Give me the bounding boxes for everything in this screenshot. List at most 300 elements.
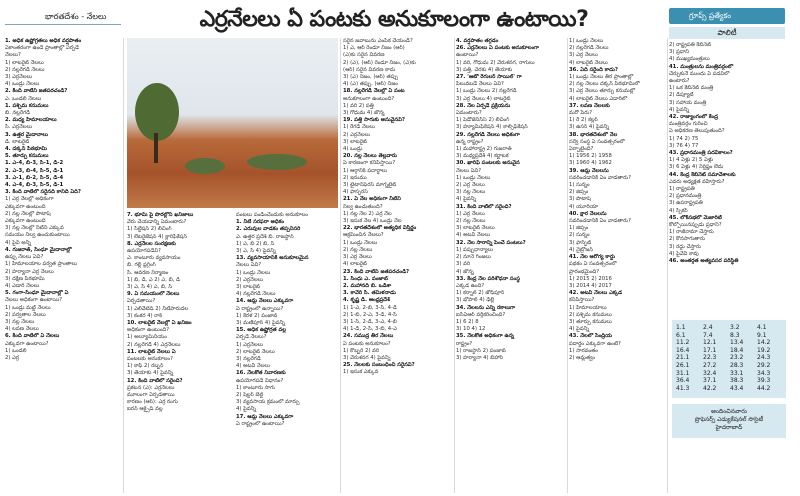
shrub-shape [247,154,307,170]
column-divider [454,38,455,493]
text-line: 1) కర్నాల్ 2) జోధ్‌పూర్ [456,290,505,297]
text-line: మరో పేరు? [569,110,593,117]
text-line: 11. లాటరైట్ నేలలు ఏ [127,348,176,355]
text-column-6 [569,38,665,493]
text-line: 4) నల్లరేగడి నేలలు [236,291,276,298]
text-line: 3. ఉత్తర మైదానాలు [5,131,48,138]
answer-key-cell: 24.3 [757,354,771,362]
text-line: 3) (ఎ) నిజం, (ఆర్) తప్పు [343,74,398,81]
answer-key-row [676,324,786,332]
text-line: 19. పత్తి సాగుకు అనువైనవి? [343,117,405,124]
text-line: 4) పైవేవీ కావు [669,250,699,257]
credit-line: హైదరాబాద్ [715,424,743,431]
answer-key-cell: 39.3 [757,377,771,385]
text-line: 46. అంతర్గత అత్యవసర పరిస్థితి [669,258,739,265]
text-line: 4) లవణ నేలలు [5,326,39,333]
answer-key-cell: 23.2 [730,354,744,362]
text-line: ఉపయోగపడే విధానం? [236,377,284,384]
text-line: రాష్ట్రం? [456,340,473,347]
text-line: 1) హిమాలయాలు [569,304,607,311]
text-line: 3) నల్ల నేలల్లో నీటిని ఎక్కువ [5,225,64,232]
text-line: 38. భారతదేశంలో నేల [569,131,618,138]
text-line: 4) ముఖ్యమంత్రులు [669,56,710,63]
text-line: 39. ఆమ్ల నేలలను [569,167,609,174]
text-line: 1) 6 2) 8 [456,318,479,325]
text-line: ఉప్పు నేలలు ఏవి? [5,254,44,261]
text-line: 3. ఎ-1, బి-2, సి-5, డి-4 [5,174,64,181]
text-line: 1) లాటరైట్ నేలలు [5,59,44,66]
answer-key-cell: 1.1 [676,324,686,331]
text-line: 4. గుజరాత్, సింధూ మైదానాల్లో [5,246,72,253]
text-line: 2) ఎర్ర [5,354,20,361]
text-line: 36. ఏది సరైంది కాదు? [569,66,618,73]
text-line: 2) డిప్యూటీ [669,92,694,99]
credit-box [672,404,786,438]
section-tag: భారతదేశం - నేలలు [5,9,121,25]
text-line: బి. గల్లీ ప్లగ్గింగ్ [127,262,156,269]
text-line: 24. సముద్ర తీర నేలలు [343,333,394,340]
answer-key-cell: 29.2 [757,361,771,369]
text-line: 3) గోధుమ 4) జొన్న [343,110,385,117]
column-divider [340,38,341,493]
text-line: 42. రాజ్యాంగంలో కేంద్ర [669,114,718,121]
column-divider [667,38,668,493]
answer-key-row [676,339,786,347]
text-line: 4. ఎ-4, బి-3, సి-5, డి-1 [5,182,64,189]
text-line: 2) సున్నం [569,232,590,239]
text-line: 3) దక్షిణ పీఠభూమి [5,275,45,282]
text-line: ఎక్కువగా ఉంటుంది [5,218,46,225]
text-line: నేలలు ఏవి? [236,262,262,269]
text-line: 1) 2015 2) 2016 [569,275,612,282]
text-line: (ఎ)కు సరైన వివరణ [343,52,385,59]
text-line: 8. ఎర్రనేలల సంరక్షణకు [127,240,176,247]
groups-special-label: గ్రూప్స్ ప్రత్యేకం [669,8,785,24]
text-line: ఏర్పడే నేలలు? [236,334,267,341]
text-line: 2) ఎర్ర నేలలు [456,182,485,189]
text-line: 2) ఆమ్లత్వం [569,354,596,361]
text-line: పదార్థం ఎక్కువగా ఉంటే? [569,340,621,347]
text-line: 1) ఒండ్రు నేలలు [236,269,271,276]
text-line: 1) ఎ, ఆర్ రెండూ నిజం (ఆర్) [343,45,405,52]
text-line: 1) 1-ఎ, 2-బి, 3-సి, 4-డి [343,304,397,311]
text-line: 1) ఎలివేటెడ్ 2) నీటిపారుదల [127,305,189,312]
text-line: 4. దక్కన్ పీఠభూమి [5,146,48,153]
text-line: సవరించడానికి ఏం వాడతారు? [569,174,631,181]
text-line: 1. అధిక ఉష్ణోగ్రతలు అధిక వర్షపాతం [5,38,82,44]
text-line: 3) తూర్పు కనుమలు [569,318,612,325]
text-line: 4. వర్షపాతం తగ్గడం [456,38,499,44]
answer-key-row [676,332,786,340]
text-line: 2) నల్ల నేలల్లో పొటాష్ [5,210,51,217]
text-line: 16. నేలకోత నివారణకు [236,370,286,377]
column-divider [567,38,568,493]
text-line: 4) 1-డి, 2-సి, 3-బి, 4-ఎ [343,326,397,333]
text-line: 1) రాజీనామా చేస్తారు [669,229,714,236]
text-line: 2) నల్ల నేలలు [343,246,373,253]
text-line: 13. వ్యవసాయానికి అనుకూలమైన [236,255,309,262]
answer-key-row [676,362,786,370]
text-line: 3) నల్లరేగడి [236,356,261,363]
text-line: ఉన్న రాష్ట్రం? [456,138,484,145]
text-line: (ఆర్) సరైన వివరణ కాదు [343,66,396,73]
text-line: 2) ఇనుము [343,174,367,181]
text-line: 4) ఎడారి నేలలు [5,282,40,289]
text-line: 1) ఆర్గానిక్ పదార్థాలు [343,167,388,174]
text-line: 1) జిప్సం [569,225,589,232]
text-line: 1) కొబ్బరి 2) వరి [343,347,379,354]
text-line: 1. నీటి సరఫరా అధికం [236,219,285,226]
text-line: 7. భూమి పై పొరల్లోని ఖనిజాలు [127,212,194,218]
text-column-2 [127,212,234,493]
answer-key-cell: 6.1 [676,331,686,339]
text-line: సి. ఆవరణ నిర్మాణం [127,269,169,276]
text-line: 1) మహారాష్ట్ర 2) గుజరాత్ [456,146,512,153]
text-line: 4) పైవన్నీ [456,196,477,203]
text-line: ఐసీఏఆర్ వర్గీకరించింది? [456,311,506,318]
answer-key-cell: 26.1 [676,361,690,369]
text-line: 3) మధ్యప్రదేశ్ 4) కర్ణాటక [456,153,509,160]
text-line: 3) నల్ల నేలలు [456,189,486,196]
text-line: ఏ పంటకు అనుకూలం? [343,340,391,347]
text-column-4 [343,38,453,493]
text-line: 3) ఇసుక నేల 4) ఒండ్రు నేల [343,218,402,225]
answer-key-row [676,370,786,378]
answer-key-cell: 13.4 [730,339,744,347]
text-line: 1) కాఫీ 2) రబ్బర్ [127,363,164,370]
text-line: వేరు చేయడాన్ని ఏమంటారు? [127,219,187,226]
text-line: 2) జిప్సం [569,189,589,196]
text-line: 2) ప్రధానమంత్రి [669,193,702,200]
text-line: పంటలకు అనుకూలం? [127,356,173,363]
text-line: అధికంగా ఉంటుంది? [127,327,170,334]
text-line: 35. నేలకోత అధికంగా ఉన్న [456,333,515,340]
text-line: 3) భోపాల్ 4) ఢిల్లీ [456,297,495,304]
text-line: 2. మధ్య హిమాలయాలు [5,117,57,124]
text-line: 1) సున్నం [569,182,590,189]
text-line: సర్వే సంస్థ ఏ సంవత్సరంలో [569,138,625,145]
answer-key-cell: 22.3 [703,354,717,362]
text-line: 2) నూనె గింజలు [456,254,492,261]
text-line: 30. ఖారిఫ్ పంటలకు అనువైన [456,160,520,167]
text-line: ఏర్పడతాయి? [127,298,156,305]
text-line: 3) 6 ఏళ్లు 4) నిర్దిష్టం లేదు [669,164,724,171]
text-line: నేలలు? [5,52,21,59]
text-line: సవరించడానికి ఏం వాడతారు? [569,218,631,225]
text-line: 2) రాష్ట్రపతి కేబినెట్ [669,42,712,48]
text-line: 4) (ఎ) తప్పు, (ఆర్) నిజం [343,81,398,88]
text-line: 2) (ఎ), (ఆర్) రెండూ నిజం, (ఎ)కు [343,59,416,66]
text-line: 4) పైవన్నీ [236,406,257,413]
text-line: 1) ఒండ్రు నేలలు [456,174,491,181]
text-line: ఎ. కాంటూరు వ్యవసాయం [127,255,181,262]
text-line: 32. నేల సారాన్ని పెంచే పంటలు? [456,239,526,246]
subject-label: పాలిటీ [669,27,785,39]
text-line: ఎక్కడ ఉంది? [456,282,485,289]
text-line: 4) పైవన్నీ [669,106,690,113]
answer-key-cell: 36.4 [676,377,690,385]
text-line: 2) ఎర్రనేలలు [236,276,264,283]
text-line: ఉంటాయి? [456,52,479,59]
text-line: ఏర్పాటైంది? [569,146,594,153]
text-line: 3) వ్యవసాయ క్రమంలో మార్పు [236,399,300,406]
text-line: 3) వేరుశనగ 4) పైవన్నీ [343,354,391,361]
answer-key-cell: 32.4 [703,369,717,377]
answer-key-cell: 21.1 [676,354,690,362]
text-line: 3) ఎర్ర నేలలు తూర్పు కనుమల్లో [569,88,636,95]
text-line: 4) అటవీ నేలలు [456,232,490,239]
text-line: 5. గంగా-సింధూ మైదానాల్లో ఏ [5,290,69,297]
text-line: 1) సిల్టేషన్ 2) లీచింగ్ [127,226,172,233]
text-line: 1) 74 2) 75 [669,135,699,142]
text-line: 3) లాటరైట్ నేలలు [456,225,495,232]
text-line: 6. కింది వాటిలో ఏ నేలలు [5,333,60,340]
text-line: 1) ఇసుక ఎక్కువ [343,369,379,376]
text-line: 1) వరి 2) పత్తి [343,102,374,109]
text-line: 3) ఫాస్ఫేట్ [569,239,592,246]
text-line: ప్రారంభమైంది? [569,268,600,275]
text-line: 2) షెల్టర్ బెల్ట్ [236,392,264,399]
text-line: ఏ కారణంగా కనిపిస్తాయి? [343,160,396,167]
text-line: 4) జొన్న [456,268,474,275]
text-line: ఆక్రమించిన నేలలు? [343,232,384,239]
text-line: 12. కింది వాటిలో సరైంది? [127,377,183,384]
text-line: 1) ఒండ్రు నేలలు [569,38,604,44]
text-line: 41. మంత్రులను మంత్రివర్గంలో [669,63,734,70]
text-line: 42. అటవీ నేలలు ఎక్కడ [569,290,623,297]
text-line: 3) టైటానిఫెరస్ మాగ్నటైట్ [343,182,397,189]
answer-key-cell: 11.2 [676,339,690,347]
text-line: 14. ఆమ్ల నేలలు ఎక్కువగా [236,298,294,305]
text-line: 33. కేంద్ర నేల పరిశోధనా సంస్థ [456,275,520,282]
text-line: ఏ అధికరణ తెలుపుతుంది? [669,128,725,135]
text-line: 1) రే 2) కల్లర్ [569,117,598,124]
text-line: 2. ఎ-3, బి-4, సి-5, డి-1 [5,167,64,174]
text-line: నిల్వ ఉంచుతుంది? [343,203,383,210]
text-line: ప్రకటన (ఎ): ఎర్రనేలలు [127,384,175,391]
text-line: 3) మణిపూర్ 4) పైవన్నీ [236,320,286,327]
text-line: 3) పత్తి, చెరకు 4) తేయాకు [456,66,513,73]
text-line: 4) లాటరైట్ నేలలు [569,59,608,66]
text-line: ఎక్కువగా ఉంటాయి? [5,340,49,347]
text-line: 22. భారతదేశంలో అత్యధిక విస్తీర్ణం [343,225,417,232]
text-line: 1) కేరళ 2) పంజాబ్ [236,312,278,319]
text-line: డి. లాటరైట్ [5,138,30,145]
text-line: 2) 1-బి, 2-ఎ, 3-డి, 4-సి [343,311,397,318]
answer-key-cell: 2.4 [703,324,713,331]
text-line: 44. కేంద్ర కేబినెట్ సమావేశాలకు [669,171,736,178]
answer-key-cell: 38.3 [730,377,744,385]
answer-key-cell: 18.4 [730,346,744,354]
text-line: 1) వరి, గోధుమ 2) వేరుశనగ, రాగులు [456,59,535,66]
answer-key-cell: 44.2 [757,384,771,392]
text-line: ఉంటారు? [669,78,690,85]
text-line: 3. కింది వాటిలో సరైనది కానిది ఏది? [5,189,81,196]
credit-line: ప్రొఫెసర్స్ ఎడ్యుకేషనల్ సొసైటీ [694,416,764,423]
text-line: 1) నల్ల నేల 2) ఎర్ర నేల [343,210,392,217]
text-line: 3) కంకర 4) రాక్ [127,312,163,319]
answer-key-row [676,377,786,385]
text-line: 1) రేగడి నేలలు [343,124,376,131]
text-line: సమయం నిల్వ ఉంచుకుంటాయి [5,232,70,239]
text-line: 4) ఒండ్రు [343,146,363,153]
text-column-1 [5,38,121,493]
text-line: 3) ఉసర్ 4) పైవన్నీ [569,124,610,131]
text-line: కారణం (ఆర్): ఎర్ర రంగు [127,399,178,406]
answer-key-grid [672,320,786,398]
text-line: 3) నల్ల నేలలు [5,318,35,325]
text-line: 1) ఒండలి [5,347,27,354]
text-line: 20. నల్ల నేలలు తెల్లవారు [343,153,397,160]
answer-key-row [676,385,786,393]
answer-key-row [676,354,786,362]
text-line: 1) ఒండ్రు నేలలు [343,239,378,246]
text-line: 2) నల్ల నేలలు దక్కన్ పీఠభూమిలో [569,81,640,88]
text-line: ఏ రాష్ట్రంలో ఉంటాయి? [236,420,285,427]
text-column-3 [236,212,338,493]
answer-key-cell: 19.2 [757,346,771,354]
text-line: కోల్పోయినప్పుడు ప్రధాని? [669,222,722,229]
tree-trunk [154,133,158,163]
text-line: 1) పెడోజెనిసిస్ 2) లీచింగ్ [456,117,510,124]
text-line: 1) ఎ, బి 2) బి, సి [236,240,275,247]
text-line: 3) లాటరైట్ [343,138,367,145]
text-line: 1) ఎర్ర నేలలు [456,210,485,217]
text-line: మంత్రివర్గం గురించి [669,121,708,128]
text-line: 1) 1956 2) 1958 [569,153,612,160]
text-line: 3) 1960 4) 1962 [569,160,612,167]
text-line: 1) హిమాలయాల పర్వత ప్రాంతాలు [5,261,78,268]
text-line: ఎవరు అధ్యక్షత వహిస్తారు? [669,178,725,185]
text-line: ఎ. ఒండలి నేలలు [5,95,42,102]
text-line: 1) సారవంతం [569,347,598,354]
answer-key-cell: 4.1 [757,324,767,331]
text-line: 23. కింది వాటిని జతపరచండి? [343,268,410,275]
answer-key-cell: 17.1 [703,346,717,354]
text-line: 3) లాటరైట్ [236,284,260,291]
text-line: 1) 4 ఏళ్లు 2) 5 ఏళ్లు [669,157,714,164]
text-line: 1) అల్యూమినియం [127,334,167,341]
text-line: నేలలు అధికంగా ఉంటాయి? [5,297,63,304]
text-line: సి. ఎర్రనేలలు [5,124,33,131]
text-line: 1. సింధు ఎ. పంజాబ్ [343,275,388,282]
text-line: ఎ. ఉత్తర ప్రదేశ్ బి. రాజస్థాన్ [236,233,294,240]
text-line: 27. 'ఆటో రేగులర్ సాయిల్' గా [456,74,522,81]
text-line: మూలంగా ఏర్పడతాయి [127,392,175,399]
answer-key-cell: 42.2 [703,384,717,392]
text-line: 1) ఎర్ర నేలల్లో అధికంగా [5,196,54,203]
text-line: 26. ఎర్రనేలలు ఏ పంటకు అనుకూలంగా [456,45,540,52]
text-line: 1) పప్పుధాన్యాలు [456,246,494,253]
text-line: 3) 10 4) 12 [456,326,486,333]
text-line: 2) నల్లరేగడి నేలలు [569,45,609,52]
text-line: 4) నైట్రోజన్ [569,246,593,253]
text-line: 17. ఆమ్ల నేలలు ఎక్కువగా [236,413,294,420]
text-line: కనిపిస్తాయి? [569,297,595,304]
text-line: 15. అధిక ఉష్ణోగ్రత వల్ల [236,327,287,334]
text-line: 4) లాటరైట్ [343,261,367,268]
text-line: 1) ఒండ్రు నేలలు తీర ప్రాంతాల్లో [569,74,634,81]
text-line: 3) 1-సి, 2-డి, 3-ఎ, 4-బి [343,318,397,325]
text-column-5 [456,38,566,493]
text-line: 1) ఒండ్రు మట్టి నేలలు [5,304,51,311]
text-line: 31. కింది వాటిలో సరైంది? [456,203,512,210]
text-line: 43. ప్రధానమంత్రి పదవీకాలం? [669,150,733,157]
answer-key-cell: 43.4 [730,384,744,392]
text-line: సరైన జవాబును ఎంపిక చేయండి? [343,38,413,44]
answer-key-cell: 8.3 [730,331,740,339]
text-line: 4) ఒండ్రు నేలలు [5,81,40,88]
text-line: 2) లాటరైట్ నేలలు [236,348,275,355]
text-line: 3) హ్యూమిఫికేషన్ 4) కాల్సిఫికేషన్ [456,124,528,131]
text-line: 4. కృష్ణ డి. ఆంధ్రప్రదేశ్ [343,297,390,304]
answer-key-cell: 37.1 [703,377,717,385]
text-line: 1. పశ్చిమ కనుమలు [5,102,49,109]
text-line: చేర్చుకునే ముందు ఏ పదవిలో [669,70,730,77]
answer-key-cell: 41.3 [676,384,690,392]
text-line: 3) లేటరైజేషన్ 4) క్లారిఫికేషన్ [127,233,188,240]
text-line: 3) ఎ, సి 4) ఎ, బి, సి [127,284,173,291]
text-line: 28. నేల ఏర్పడే ప్రక్రియను [456,102,511,109]
text-line: నేలలు ఏవి? [456,167,482,174]
text-line: 5. తూర్పు కనుమలు [5,153,49,160]
answer-key-cell: 3.2 [730,324,740,331]
text-line: 1) కాంటూరు సాగు [236,384,276,391]
text-line: 3) హర్యానా 4) బిహార్ [456,354,503,361]
text-line: 3) ఎర్ర నేలలు 4) లాటరైట్ [456,95,511,102]
answer-key-cell: 7.4 [703,331,713,339]
text-line: 2) ఎర్రనేలలు [343,131,371,138]
text-line: 4) లాటరైట్ నేలలు ఎడారిలో [569,95,628,102]
text-line: 25. నేలలకు సంబంధించి సరైనవి? [343,362,415,369]
text-line: 3) ఉపరాష్ట్రపతి [669,200,703,207]
text-line: 34. నేలలను ఎన్ని రకాలుగా [456,304,516,311]
text-line: 3) 2014 4) 2017 [569,282,612,289]
text-line: 4) స్పీకర్ [669,207,688,214]
text-line: 1) రాష్ట్రపతి [669,186,695,193]
text-line: 4) యూరియా [569,203,599,210]
text-line: 3) వరి [456,261,471,268]
answer-key-cell: 28.3 [730,361,744,369]
answer-key-cell: 9.1 [757,331,767,339]
text-line: 2) పశ్చిమ కనుమలు [569,311,612,318]
text-line: 37. లవణ నేలలకు [569,102,610,109]
answer-key-cell: 16.4 [676,346,690,354]
text-line: 3) ఎ, సి 4) పైవన్నీ [236,248,276,255]
text-line: 2) నల్లరేగడి నేలలు [5,66,45,73]
text-line: 3) సహాయ మంత్రి [669,99,707,106]
answer-key-cell: 12.1 [703,339,717,347]
text-line: ఏకాంతరంగా ఉండే ప్రాంతాల్లో ఏర్పడే [5,45,79,52]
text-line: 3) ఎర్ర నేలలు [343,254,372,261]
text-line: 2. ఎరువుల వాడకం తప్పనిసరి [236,226,301,233]
text-line: పంటలు పండించేందుకు అనుకూలం [236,212,308,218]
text-line: 2) హర్యానా ఎర్ర నేలలు [5,268,54,275]
text-line: 10. లాటరైట్ నేలల్లో ఏ ఖనిజం [127,320,192,327]
text-line: 2) నల్ల నేలలు [456,218,486,225]
answer-key-cell: 14.2 [757,339,771,347]
red-soil-field-photo [127,38,338,208]
text-line: 3) ప్రధాని [669,49,689,56]
text-column-7 [669,42,787,312]
text-line: 1) ఒండ్రు నేలలు 2) నల్లరేగడి [456,88,517,95]
text-line: 3. కావేరి సి. తమిళనాడు [343,290,396,297]
text-line: ఏమంటారు? [456,110,482,117]
text-line: 2) కొనసాగుతారు [669,236,705,243]
text-line: 1) రాజస్థాన్ 2) పంజాబ్ [456,347,506,354]
page-title: ఎర్రనేలలు ఏ పంటకు అనుకూలంగా ఉంటాయి? [199,7,589,32]
text-line: 2) పర్వతాల నేలలు [5,311,46,318]
